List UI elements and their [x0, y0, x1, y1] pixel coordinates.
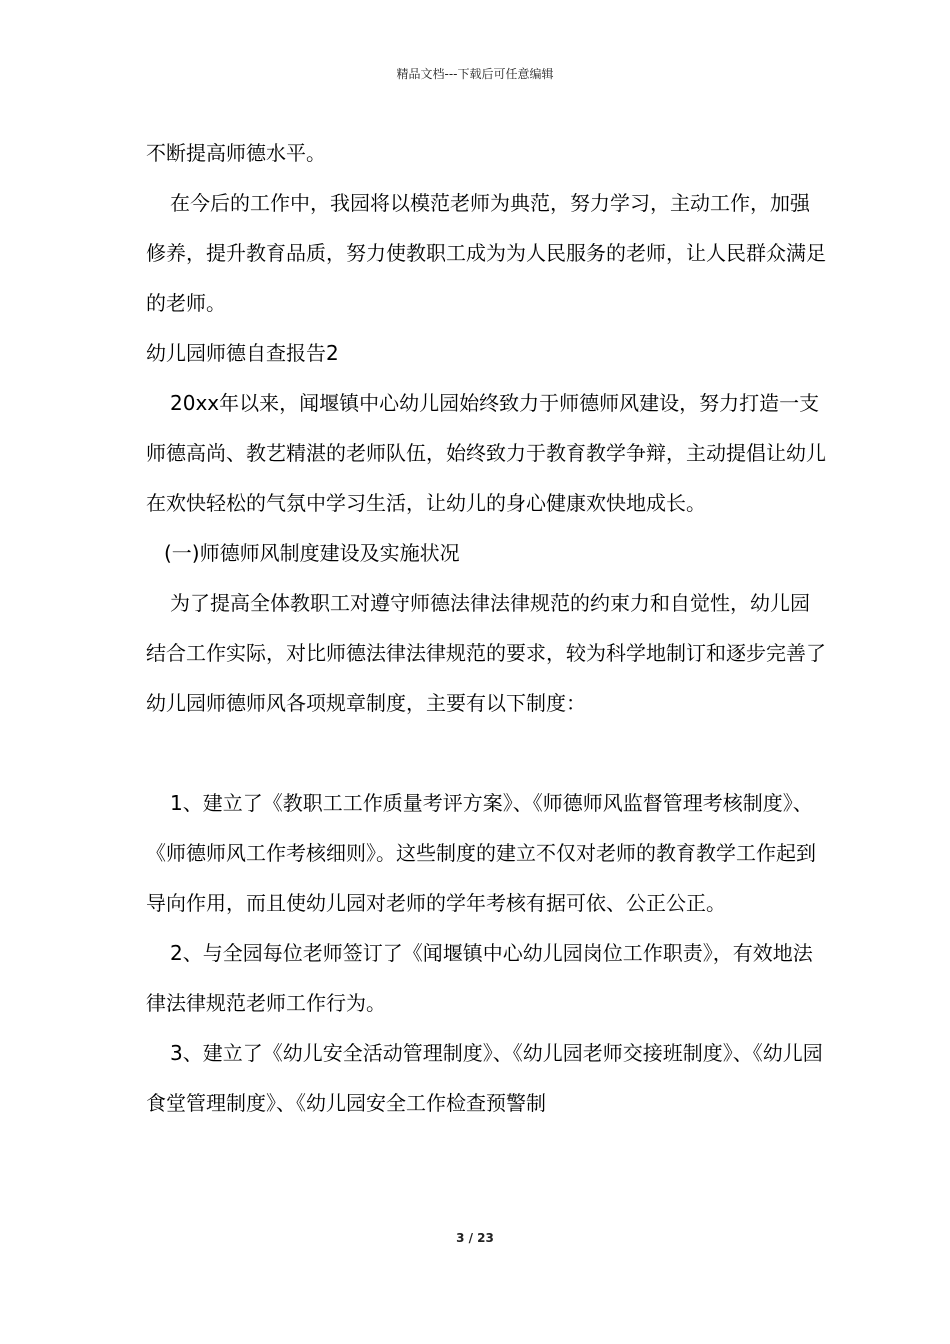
blank-line	[146, 728, 826, 778]
section-title: 幼儿园师德自查报告2	[146, 341, 339, 365]
list-item-3: 3、建立了《幼儿安全活动管理制度》、《幼儿园老师交接班制度》、《幼儿园食堂管理制度》、《幼儿园安全工作检查预警制	[146, 1041, 823, 1115]
list-item-2: 2、与全园每位老师签订了《闻堰镇中心幼儿园岗位工作职责》，有效地法律法律规范老师工作行为。	[146, 941, 813, 1015]
list-item-1: 1、建立了《教职工工作质量考评方案》、《师德师风监督管理考核制度》、《师德师风工作考核细则》。这些制度的建立不仅对老师的教育教学工作起到导向作用，而且使幼儿园对老师的学年考核有据可依、公正公正。	[146, 791, 816, 915]
paragraph-intro: 20xx年以来，闻堰镇中心幼儿园始终致力于师德师风建设，努力打造一支师德高尚、教艺精湛的老师队伍，始终致力于教育教学争辩，主动提倡让幼儿在欢快轻松的气氛中学习生活，让幼儿的身心健康欢快地成长。	[146, 391, 826, 515]
page-number: 3 / 23	[456, 1231, 494, 1245]
document-body	[146, 128, 826, 1128]
subsection-heading: (一)师德师风制度建设及实施状况	[164, 541, 460, 565]
paragraph-continued: 不断提高师德水平。	[146, 141, 326, 165]
paragraph-future-work: 在今后的工作中，我园将以模范老师为典范，努力学习，主动工作，加强修养，提升教育品质，努力使教职工成为为人民服务的老师，让人民群众满足的老师。	[146, 191, 826, 315]
paragraph-system-building: 为了提高全体教职工对遵守师德法律法律规范的约束力和自觉性，幼儿园结合工作实际，对比师德法律法律规范的要求，较为科学地制订和逐步完善了幼儿园师德师风各项规章制度，主要有以下制度：	[146, 591, 826, 715]
page-header: 精品文档---下载后可任意编辑	[396, 67, 554, 81]
